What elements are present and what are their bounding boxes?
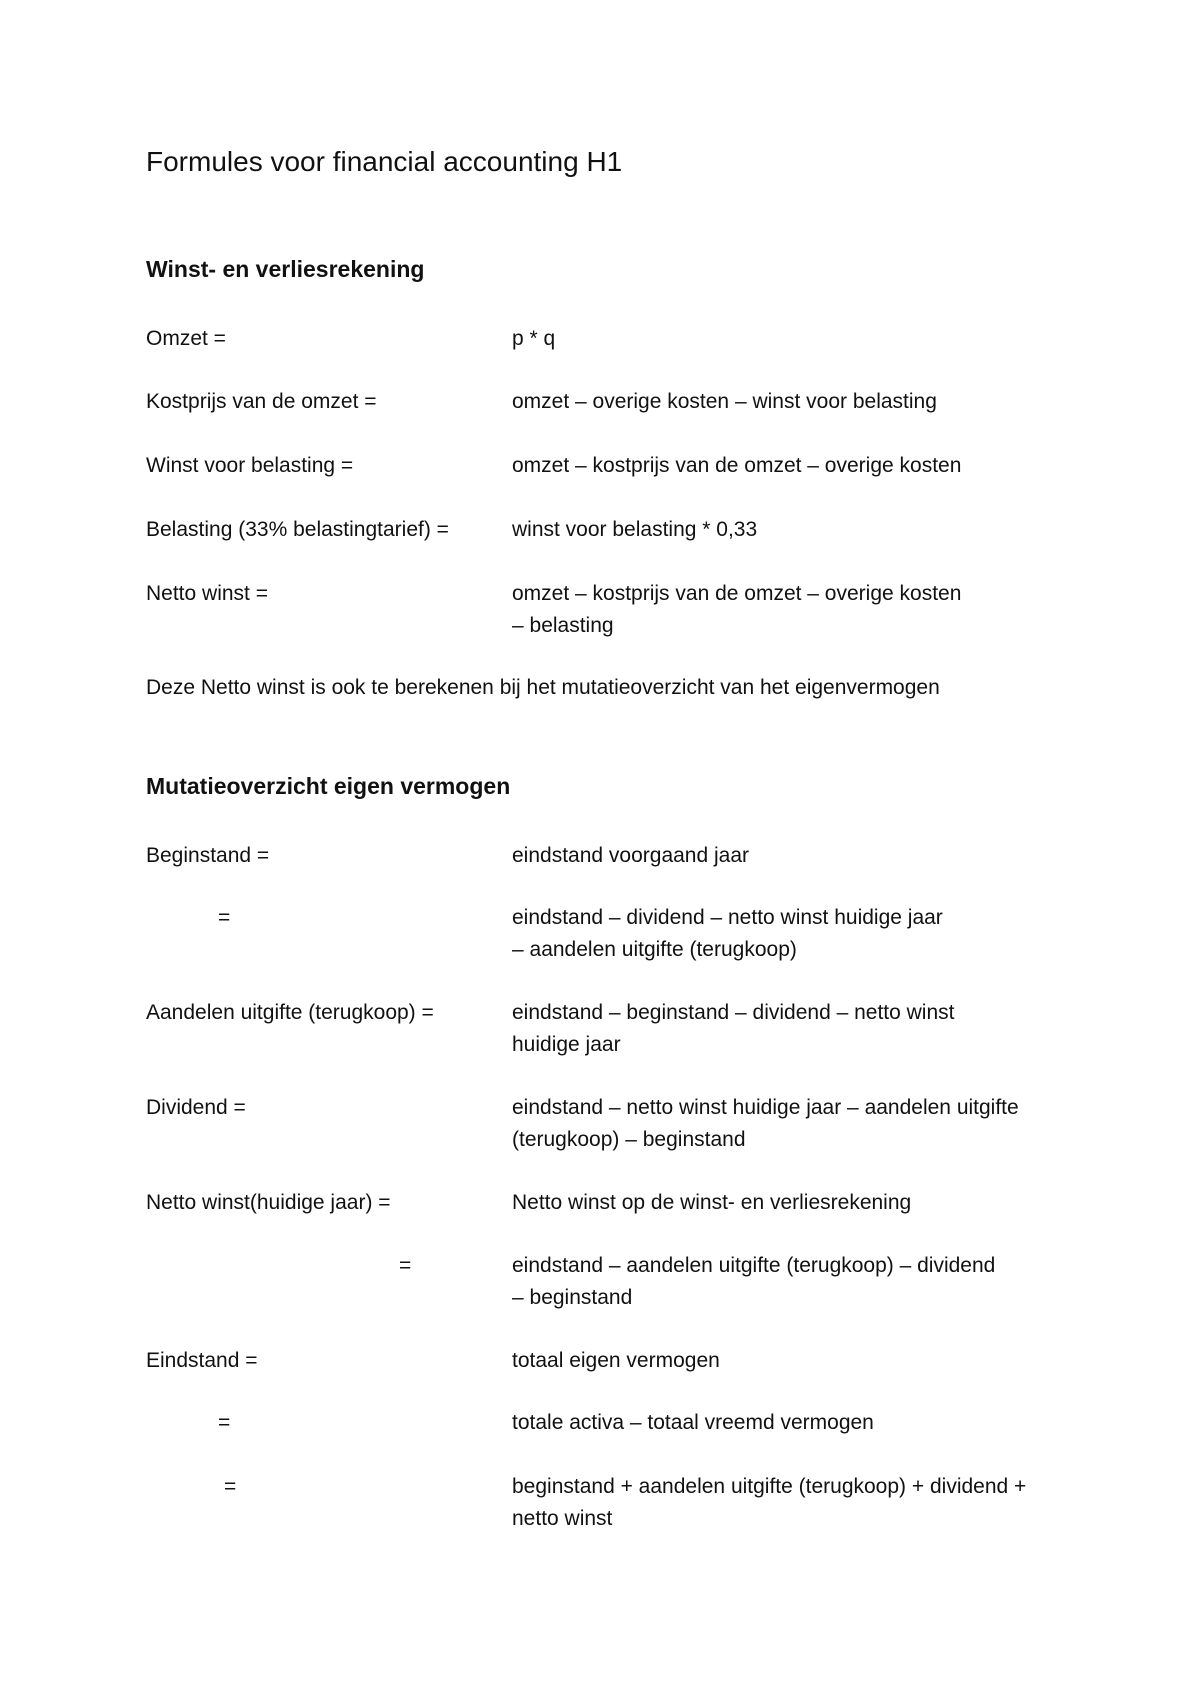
- formula-line: netto winst: [512, 1507, 613, 1530]
- formula-line: – belasting: [512, 614, 614, 637]
- formula-line: totaal eigen vermogen: [512, 1349, 720, 1372]
- formula-label: Winst voor belasting =: [146, 454, 354, 477]
- formula-line: – aandelen uitgifte (terugkoop): [512, 938, 797, 961]
- section-heading-mutatieoverzicht: Mutatieoverzicht eigen vermogen: [146, 773, 511, 799]
- formula-line: eindstand – dividend – netto winst huidige jaar: [512, 906, 943, 929]
- formula-line: totale activa – totaal vreemd vermogen: [512, 1411, 874, 1434]
- formula-expression: [512, 840, 1072, 872]
- formula-line: eindstand – netto winst huidige jaar – aandelen uitgifte: [512, 1096, 1019, 1119]
- formula-label: Aandelen uitgifte (terugkoop) =: [146, 1001, 434, 1024]
- formula-line: omzet – overige kosten – winst voor belasting: [512, 390, 937, 413]
- formula-expression: [512, 1471, 1072, 1535]
- note-text: Deze Netto winst is ook te berekenen bij het mutatieoverzicht van het eigenvermogen: [146, 676, 940, 699]
- formula-line: omzet – kostprijs van de omzet – overige kosten: [512, 454, 962, 477]
- formula-label: =: [224, 1475, 237, 1498]
- formula-line: eindstand – beginstand – dividend – netto winst: [512, 1001, 955, 1024]
- formula-label: Beginstand =: [146, 844, 270, 867]
- formula-expression: [512, 1187, 1072, 1219]
- formula-line: huidige jaar: [512, 1033, 621, 1056]
- formula-expression: [512, 386, 1072, 418]
- formula-label: Netto winst =: [146, 582, 268, 605]
- formula-expression: [512, 1092, 1072, 1156]
- section-heading-winst-verlies: Winst- en verliesrekening: [146, 256, 425, 282]
- formula-label: =: [218, 1411, 231, 1434]
- formula-expression: [512, 514, 1072, 546]
- formula-line: winst voor belasting * 0,33: [512, 518, 758, 541]
- formula-label: Kostprijs van de omzet =: [146, 390, 377, 413]
- formula-expression: [512, 578, 1072, 642]
- formula-line: – beginstand: [512, 1286, 633, 1309]
- formula-label: Dividend =: [146, 1096, 246, 1119]
- formula-label: Omzet =: [146, 327, 226, 350]
- formula-line: (terugkoop) – beginstand: [512, 1128, 746, 1151]
- formula-expression: [512, 323, 1072, 355]
- document-title: Formules voor financial accounting H1: [146, 146, 623, 177]
- formula-label: Belasting (33% belastingtarief) =: [146, 518, 449, 541]
- formula-line: eindstand – aandelen uitgifte (terugkoop) – dividend: [512, 1254, 996, 1277]
- formula-expression: [512, 902, 1072, 966]
- formula-label: =: [399, 1254, 412, 1277]
- formula-expression: [512, 1345, 1072, 1377]
- formula-label: =: [218, 906, 231, 929]
- formula-expression: [512, 997, 1072, 1061]
- formula-line: eindstand voorgaand jaar: [512, 844, 750, 867]
- formula-line: p * q: [512, 327, 556, 350]
- formula-line: omzet – kostprijs van de omzet – overige kosten: [512, 582, 962, 605]
- formula-expression: [512, 1407, 1072, 1439]
- formula-expression: [512, 1250, 1072, 1314]
- formula-line: beginstand + aandelen uitgifte (terugkoop) + dividend +: [512, 1475, 1027, 1498]
- formula-line: Netto winst op de winst- en verliesrekening: [512, 1191, 912, 1214]
- formula-expression: [512, 450, 1072, 482]
- formula-label: Netto winst(huidige jaar) =: [146, 1191, 391, 1214]
- formula-label: Eindstand =: [146, 1349, 258, 1372]
